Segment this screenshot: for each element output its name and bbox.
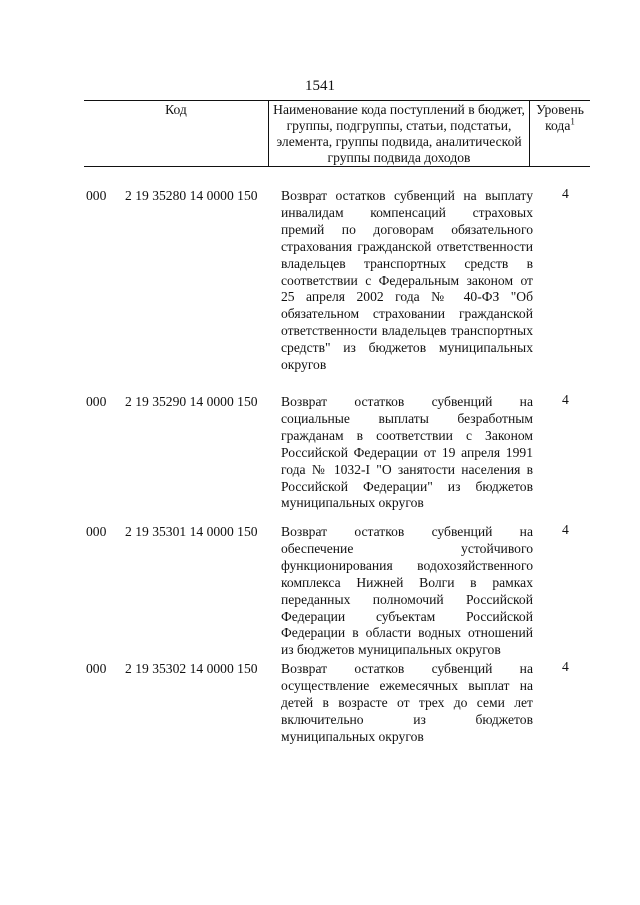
row-level: 4 <box>562 186 569 201</box>
income-code-list <box>0 188 640 746</box>
row-name: Возврат остатков субвенций на выплату инвалидам компенсаций страховых премий по договорам обязательного страхования гражданской ответственности владельцев транспортных средств в соответствии с Федеральным законом от 25 апреля 2002 года № 40-ФЗ "Об обязательном страховании гражданской ответственности владельцев транспортных средств" из бюджетов муниципальных округов <box>281 188 533 373</box>
table-row <box>0 188 640 394</box>
row-code: 2 19 35302 14 0000 150 <box>125 661 258 676</box>
row-prefix: 000 <box>86 524 107 539</box>
row-prefix: 000 <box>86 188 107 203</box>
page-number: 1541 <box>305 78 335 94</box>
table-row <box>0 661 640 746</box>
footnote-marker: 1 <box>570 116 575 127</box>
header-level <box>530 101 591 167</box>
row-code: 2 19 35280 14 0000 150 <box>125 188 258 203</box>
table-row <box>0 524 640 661</box>
row-name: Возврат остатков субвенций на осуществление ежемесячных выплат на детей в возрасте от трех до семи лет включительно из бюджетов муниципальных округов <box>281 661 533 744</box>
row-code: 2 19 35290 14 0000 150 <box>125 394 258 409</box>
row-code: 2 19 35301 14 0000 150 <box>125 524 258 539</box>
header-code <box>84 101 269 167</box>
header-table <box>84 100 590 167</box>
row-level: 4 <box>562 392 569 407</box>
row-level: 4 <box>562 522 569 537</box>
header-code-label: Код <box>165 102 187 117</box>
row-level: 4 <box>562 659 569 674</box>
row-prefix: 000 <box>86 394 107 409</box>
row-prefix: 000 <box>86 661 107 676</box>
table-row <box>0 394 640 524</box>
header-name <box>269 101 530 167</box>
header-name-label: Наименование кода поступлений в бюджет, группы, подгруппы, статьи, подстатьи, элемента, группы подвида, аналитической группы подвида доходов <box>273 102 525 165</box>
row-name: Возврат остатков субвенций на социальные выплаты безработным гражданам в соответствии с Законом Российской Федерации от 19 апреля 1991 года № 1032-I "О занятости населения в Российской Федерации" из бюджетов муниципальных округов <box>281 394 533 511</box>
row-name: Возврат остатков субвенций на обеспечение устойчивого функционирования водохозяйственного комплекса Нижней Волги в рамках переданных полномочий Российской Федерации субъектам Российской Федерации в области водных отношений из бюджетов муниципальных округов <box>281 524 533 658</box>
header-level-label: Уровень кода <box>536 102 584 133</box>
